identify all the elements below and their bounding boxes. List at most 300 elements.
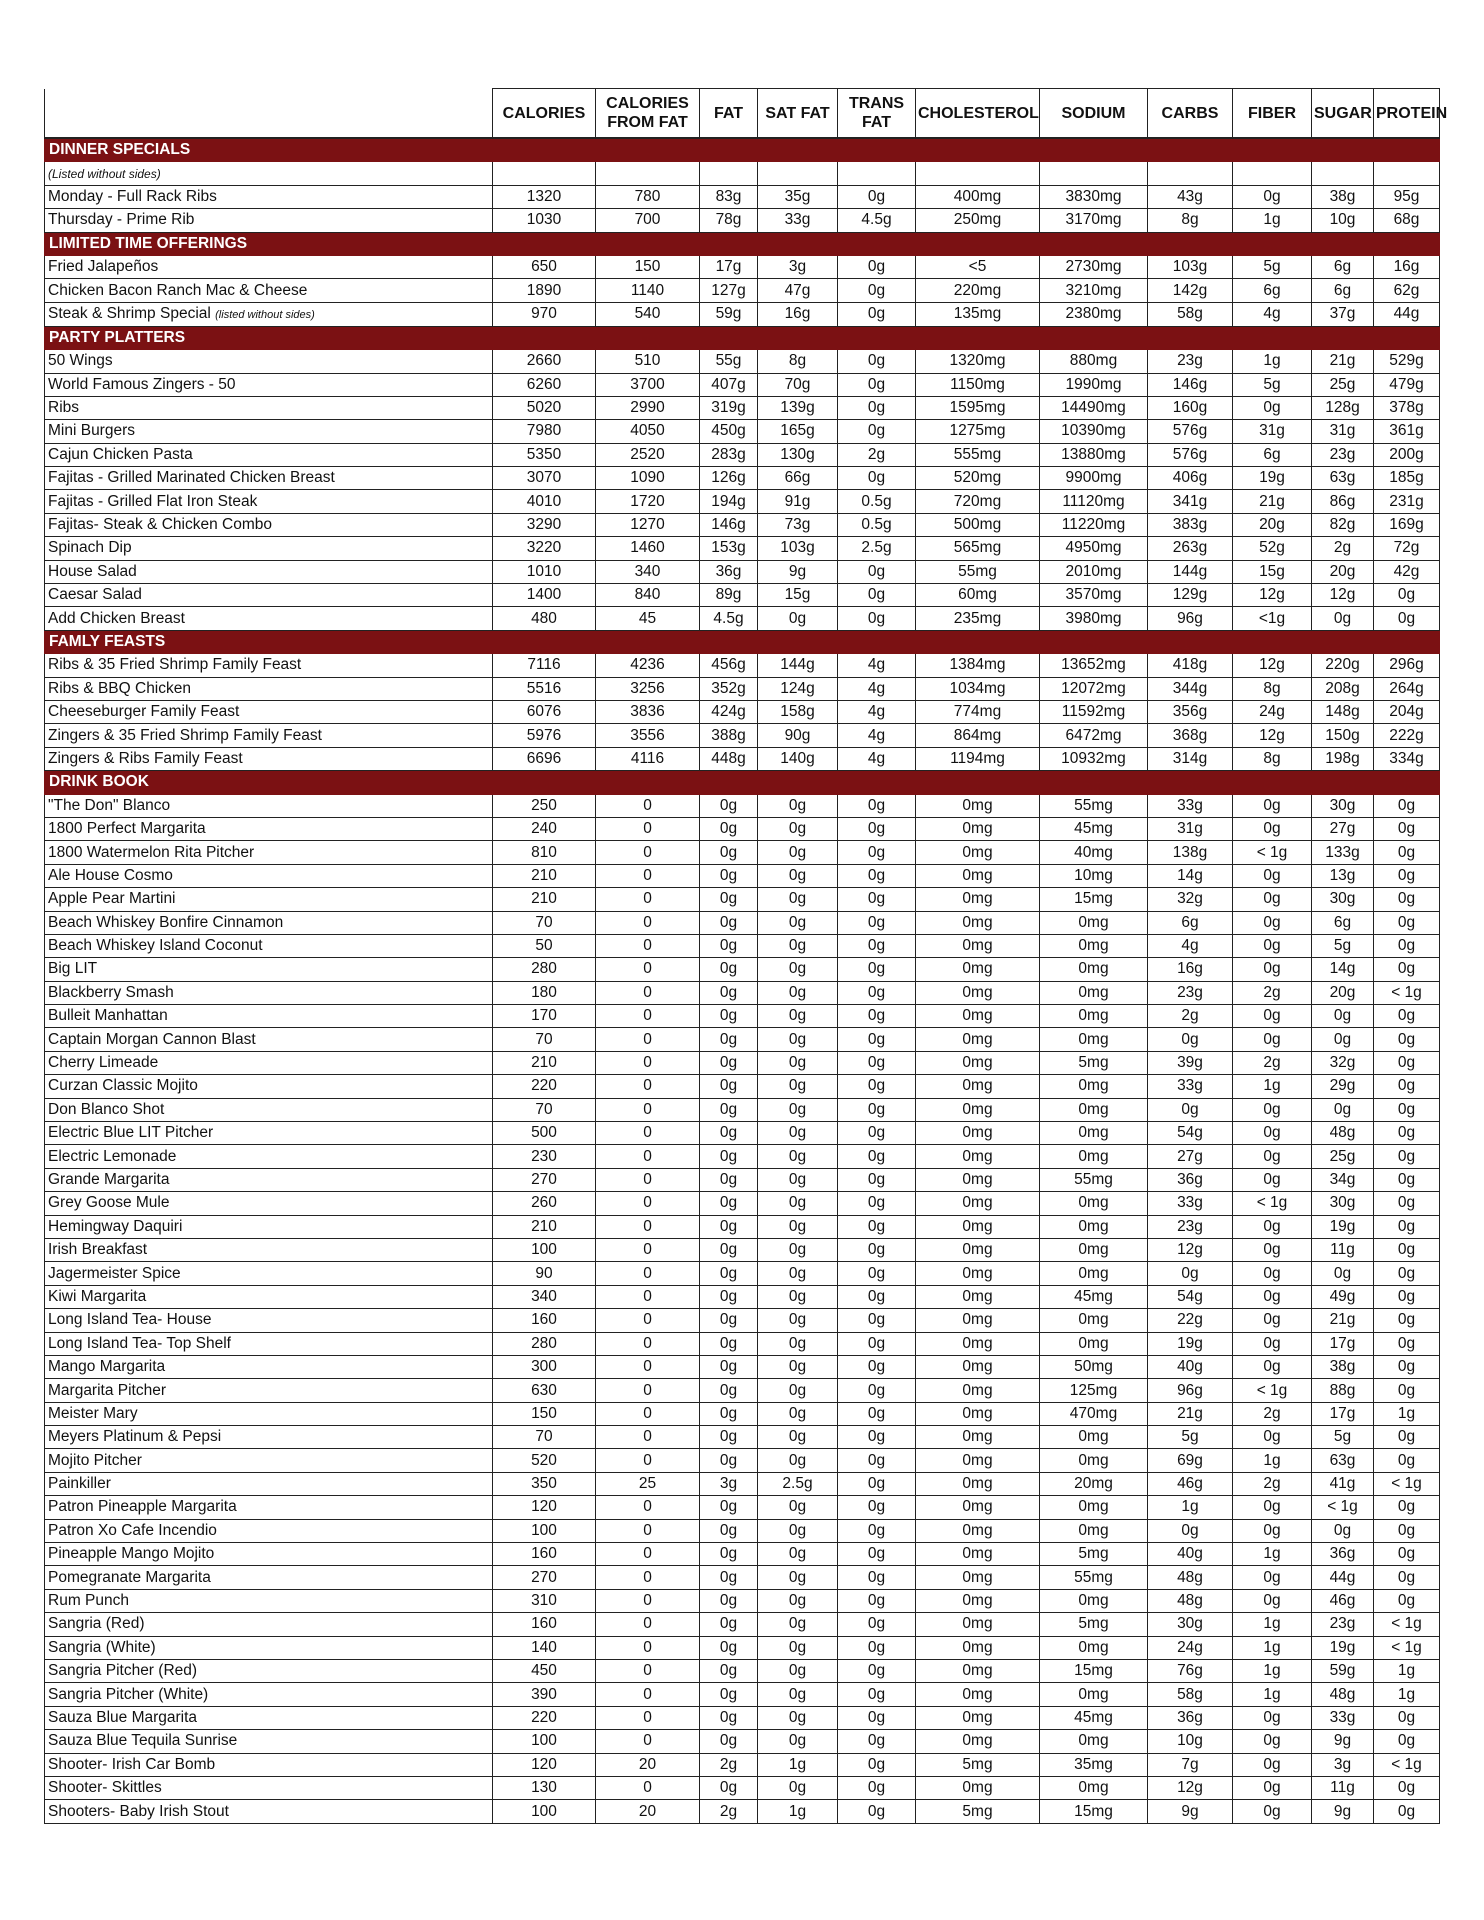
calories-from-fat-cell: 0 — [596, 1262, 700, 1285]
item-name: Sangria Pitcher (White) — [48, 1685, 209, 1703]
calories-cell: 160 — [493, 1613, 596, 1636]
item-name: Mojito Pitcher — [48, 1451, 142, 1469]
sugar-cell: 0g — [1312, 1519, 1374, 1542]
calories-cell: 6260 — [493, 373, 596, 396]
calories-cell: 3220 — [493, 537, 596, 560]
fiber-cell: 0g — [1233, 1753, 1312, 1776]
cholesterol-cell: 1275mg — [916, 420, 1040, 443]
sat-fat-cell: 158g — [758, 700, 838, 723]
carbs-cell: 36g — [1148, 1168, 1233, 1191]
carbs-cell: 48g — [1148, 1566, 1233, 1589]
sat-fat-cell: 0g — [758, 1238, 838, 1261]
fiber-cell: 5g — [1233, 373, 1312, 396]
carbs-cell: 40g — [1148, 1543, 1233, 1566]
fiber-cell: 12g — [1233, 584, 1312, 607]
cholesterol-cell: 1384mg — [916, 654, 1040, 677]
fiber-cell: 0g — [1233, 794, 1312, 817]
calories-from-fat-cell: 0 — [596, 1379, 700, 1402]
sat-fat-cell: 0g — [758, 1215, 838, 1238]
empty-cell — [838, 162, 916, 185]
table-row — [45, 1613, 1440, 1636]
fat-cell: 4.5g — [700, 607, 758, 630]
calories-cell: 230 — [493, 1145, 596, 1168]
item-name-cell — [45, 1800, 493, 1823]
calories-from-fat-cell: 0 — [596, 864, 700, 887]
calories-cell: 220 — [493, 1075, 596, 1098]
carbs-cell: 32g — [1148, 888, 1233, 911]
sat-fat-cell: 3g — [758, 255, 838, 278]
item-name: Beach Whiskey Island Coconut — [48, 937, 263, 955]
item-name: Fried Jalapeños — [48, 258, 159, 276]
fiber-cell: 1g — [1233, 1636, 1312, 1659]
protein-cell: 0g — [1374, 1449, 1440, 1472]
item-name-cell — [45, 700, 493, 723]
trans-fat-cell: 0g — [838, 1379, 916, 1402]
protein-cell: 0g — [1374, 1332, 1440, 1355]
sat-fat-cell: 0g — [758, 1683, 838, 1706]
sugar-cell: 63g — [1312, 467, 1374, 490]
calories-cell: 70 — [493, 1098, 596, 1121]
sodium-cell: 0mg — [1040, 1332, 1148, 1355]
trans-fat-cell: 0g — [838, 607, 916, 630]
cholesterol-cell: 0mg — [916, 1028, 1040, 1051]
table-row — [45, 1706, 1440, 1729]
cholesterol-cell: 1194mg — [916, 747, 1040, 770]
sugar-cell: 11g — [1312, 1238, 1374, 1261]
fat-cell: 283g — [700, 443, 758, 466]
section-note: (Listed without sides) — [45, 162, 493, 185]
item-name-cell — [45, 1005, 493, 1028]
carbs-cell: 383g — [1148, 513, 1233, 536]
sugar-cell: 11g — [1312, 1776, 1374, 1799]
sat-fat-cell: 1g — [758, 1753, 838, 1776]
cholesterol-cell: <5 — [916, 255, 1040, 278]
calories-cell: 280 — [493, 958, 596, 981]
cholesterol-cell: 0mg — [916, 1660, 1040, 1683]
empty-cell — [700, 162, 758, 185]
calories-from-fat-cell: 150 — [596, 255, 700, 278]
fat-cell: 146g — [700, 513, 758, 536]
cholesterol-cell: 0mg — [916, 1472, 1040, 1495]
item-name: Chicken Bacon Ranch Mac & Cheese — [48, 281, 308, 299]
trans-fat-cell: 0g — [838, 1262, 916, 1285]
carbs-cell: 19g — [1148, 1332, 1233, 1355]
calories-cell: 5516 — [493, 677, 596, 700]
sat-fat-cell: 0g — [758, 1449, 838, 1472]
cholesterol-cell: 0mg — [916, 817, 1040, 840]
sat-fat-cell: 8g — [758, 350, 838, 373]
fiber-cell: 1g — [1233, 1683, 1312, 1706]
item-name-cell — [45, 443, 493, 466]
carbs-cell: 14g — [1148, 864, 1233, 887]
item-name-cell — [45, 934, 493, 957]
item-name: Shooter- Skittles — [48, 1779, 162, 1797]
cholesterol-cell: 500mg — [916, 513, 1040, 536]
item-name-cell — [45, 1566, 493, 1589]
carbs-cell: 8g — [1148, 209, 1233, 232]
header-row — [45, 89, 1440, 139]
trans-fat-cell: 0g — [838, 1028, 916, 1051]
carbs-cell: 96g — [1148, 1379, 1233, 1402]
trans-fat-cell: 0g — [838, 1309, 916, 1332]
carbs-cell: 39g — [1148, 1051, 1233, 1074]
sodium-cell: 5mg — [1040, 1543, 1148, 1566]
fiber-cell: < 1g — [1233, 1379, 1312, 1402]
trans-fat-cell: 0g — [838, 467, 916, 490]
table-row — [45, 1168, 1440, 1191]
sodium-cell: 10932mg — [1040, 747, 1148, 770]
trans-fat-cell: 0g — [838, 1613, 916, 1636]
sat-fat-cell: 0g — [758, 1051, 838, 1074]
item-name-cell — [45, 1168, 493, 1191]
fat-cell: 0g — [700, 794, 758, 817]
cholesterol-cell: 0mg — [916, 1238, 1040, 1261]
sugar-cell: 37g — [1312, 302, 1374, 326]
sodium-cell: 45mg — [1040, 817, 1148, 840]
sugar-cell: 46g — [1312, 1589, 1374, 1612]
fat-cell: 0g — [700, 1355, 758, 1378]
calories-from-fat-cell: 0 — [596, 1098, 700, 1121]
item-name: Big LIT — [48, 960, 98, 978]
protein-cell: 0g — [1374, 1355, 1440, 1378]
fat-cell: 352g — [700, 677, 758, 700]
carbs-cell: 31g — [1148, 817, 1233, 840]
item-name: Sauza Blue Margarita — [48, 1708, 198, 1726]
fat-cell: 78g — [700, 209, 758, 232]
item-name: Meyers Platinum & Pepsi — [48, 1428, 222, 1446]
trans-fat-cell: 0g — [838, 560, 916, 583]
fat-cell: 89g — [700, 584, 758, 607]
item-name: Add Chicken Breast — [48, 609, 185, 627]
cholesterol-cell: 0mg — [916, 1426, 1040, 1449]
protein-cell: 16g — [1374, 255, 1440, 278]
cholesterol-cell: 0mg — [916, 1309, 1040, 1332]
item-name-cell — [45, 1051, 493, 1074]
table-row — [45, 700, 1440, 723]
trans-fat-cell: 0g — [838, 185, 916, 208]
sat-fat-cell: 1g — [758, 1800, 838, 1823]
table-row — [45, 1075, 1440, 1098]
sugar-cell: 12g — [1312, 584, 1374, 607]
trans-fat-cell: 0g — [838, 255, 916, 278]
calories-from-fat-cell: 0 — [596, 1285, 700, 1308]
cholesterol-cell: 0mg — [916, 794, 1040, 817]
trans-fat-cell: 4g — [838, 700, 916, 723]
trans-fat-cell: 0g — [838, 1005, 916, 1028]
sugar-cell: 5g — [1312, 934, 1374, 957]
item-name: Electric Blue LIT Pitcher — [48, 1124, 214, 1142]
carbs-cell: 0g — [1148, 1098, 1233, 1121]
table-row — [45, 1192, 1440, 1215]
fat-cell: 448g — [700, 747, 758, 770]
protein-cell: 204g — [1374, 700, 1440, 723]
fiber-cell: < 1g — [1233, 1192, 1312, 1215]
sugar-cell: 220g — [1312, 654, 1374, 677]
carbs-cell: 0g — [1148, 1028, 1233, 1051]
calories-from-fat-cell: 0 — [596, 1589, 700, 1612]
fiber-cell: 0g — [1233, 1496, 1312, 1519]
calories-from-fat-cell: 3836 — [596, 700, 700, 723]
calories-cell: 50 — [493, 934, 596, 957]
calories-cell: 520 — [493, 1449, 596, 1472]
sugar-cell: 32g — [1312, 1051, 1374, 1074]
carbs-cell: 160g — [1148, 396, 1233, 419]
sat-fat-cell: 0g — [758, 794, 838, 817]
carbs-cell: 58g — [1148, 302, 1233, 326]
carbs-cell: 96g — [1148, 607, 1233, 630]
protein-cell: < 1g — [1374, 1472, 1440, 1495]
sat-fat-cell: 0g — [758, 1496, 838, 1519]
table-row — [45, 677, 1440, 700]
calories-from-fat-cell: 340 — [596, 560, 700, 583]
sat-fat-cell: 0g — [758, 1660, 838, 1683]
calories-from-fat-cell: 0 — [596, 1449, 700, 1472]
nutrition-table — [44, 88, 1448, 1824]
calories-from-fat-cell: 3256 — [596, 677, 700, 700]
protein-cell: 479g — [1374, 373, 1440, 396]
sugar-cell: 31g — [1312, 420, 1374, 443]
table-row — [45, 1683, 1440, 1706]
empty-cell — [1040, 162, 1148, 185]
calories-cell: 5020 — [493, 396, 596, 419]
empty-cell — [493, 162, 596, 185]
table-row — [45, 1449, 1440, 1472]
protein-cell: 0g — [1374, 584, 1440, 607]
item-name-cell — [45, 1472, 493, 1495]
item-name: Captain Morgan Cannon Blast — [48, 1030, 256, 1048]
sugar-cell: 86g — [1312, 490, 1374, 513]
cholesterol-cell: 5mg — [916, 1800, 1040, 1823]
calories-from-fat-cell: 3556 — [596, 724, 700, 747]
sat-fat-cell: 35g — [758, 185, 838, 208]
sat-fat-cell: 0g — [758, 911, 838, 934]
sugar-cell: 48g — [1312, 1683, 1374, 1706]
sugar-cell: 63g — [1312, 1449, 1374, 1472]
header-sodium: SODIUM — [1040, 89, 1148, 139]
sodium-cell: 0mg — [1040, 981, 1148, 1004]
fiber-cell: 0g — [1233, 1309, 1312, 1332]
fiber-cell: 0g — [1233, 396, 1312, 419]
item-name: Beach Whiskey Bonfire Cinnamon — [48, 913, 284, 931]
item-name-cell — [45, 560, 493, 583]
trans-fat-cell: 0g — [838, 302, 916, 326]
calories-from-fat-cell: 0 — [596, 981, 700, 1004]
item-name: Ribs & BBQ Chicken — [48, 679, 191, 697]
trans-fat-cell: 0g — [838, 1426, 916, 1449]
sugar-cell: 208g — [1312, 677, 1374, 700]
calories-from-fat-cell: 0 — [596, 1730, 700, 1753]
protein-cell: 0g — [1374, 1215, 1440, 1238]
sat-fat-cell: 0g — [758, 888, 838, 911]
table-row — [45, 1145, 1440, 1168]
table-row — [45, 1753, 1440, 1776]
table-row — [45, 185, 1440, 208]
carbs-cell: 54g — [1148, 1285, 1233, 1308]
item-name: Sangria (Red) — [48, 1615, 145, 1633]
item-name: Margarita Pitcher — [48, 1381, 167, 1399]
sodium-cell: 0mg — [1040, 1519, 1148, 1542]
trans-fat-cell: 0g — [838, 279, 916, 302]
fiber-cell: 2g — [1233, 1472, 1312, 1495]
item-name: Thursday - Prime Rib — [48, 211, 195, 229]
fiber-cell: 12g — [1233, 724, 1312, 747]
fat-cell: 2g — [700, 1800, 758, 1823]
protein-cell: 0g — [1374, 1589, 1440, 1612]
sodium-cell: 0mg — [1040, 1192, 1148, 1215]
sugar-cell: 23g — [1312, 443, 1374, 466]
section-title: DINNER SPECIALS — [45, 138, 1440, 162]
trans-fat-cell: 0g — [838, 934, 916, 957]
sugar-cell: 25g — [1312, 373, 1374, 396]
calories-cell: 150 — [493, 1402, 596, 1425]
trans-fat-cell: 0g — [838, 888, 916, 911]
item-name-cell — [45, 1449, 493, 1472]
sat-fat-cell: 0g — [758, 981, 838, 1004]
sodium-cell: 880mg — [1040, 350, 1148, 373]
sodium-cell: 125mg — [1040, 1379, 1148, 1402]
cholesterol-cell: 0mg — [916, 1449, 1040, 1472]
calories-from-fat-cell: 4050 — [596, 420, 700, 443]
calories-from-fat-cell: 0 — [596, 1355, 700, 1378]
sat-fat-cell: 0g — [758, 1519, 838, 1542]
calories-from-fat-cell: 0 — [596, 1706, 700, 1729]
trans-fat-cell: 4g — [838, 677, 916, 700]
fat-cell: 0g — [700, 1496, 758, 1519]
table-row — [45, 1566, 1440, 1589]
table-row — [45, 584, 1440, 607]
protein-cell: 0g — [1374, 1005, 1440, 1028]
table-body — [45, 138, 1440, 1823]
item-name: Patron Pineapple Margarita — [48, 1498, 237, 1516]
sodium-cell: 0mg — [1040, 911, 1148, 934]
fiber-cell: 0g — [1233, 1355, 1312, 1378]
fiber-cell: 0g — [1233, 1098, 1312, 1121]
fiber-cell: 5g — [1233, 255, 1312, 278]
item-name: Fajitas - Grilled Flat Iron Steak — [48, 492, 258, 510]
calories-from-fat-cell: 0 — [596, 1636, 700, 1659]
protein-cell: 0g — [1374, 1706, 1440, 1729]
item-name-cell — [45, 1122, 493, 1145]
fiber-cell: 21g — [1233, 490, 1312, 513]
sodium-cell: 10mg — [1040, 864, 1148, 887]
calories-cell: 100 — [493, 1800, 596, 1823]
calories-cell: 130 — [493, 1776, 596, 1799]
cholesterol-cell: 0mg — [916, 911, 1040, 934]
cholesterol-cell: 0mg — [916, 1332, 1040, 1355]
sodium-cell: 0mg — [1040, 1309, 1148, 1332]
item-name-cell — [45, 911, 493, 934]
calories-from-fat-cell: 0 — [596, 1683, 700, 1706]
sugar-cell: 41g — [1312, 1472, 1374, 1495]
sat-fat-cell: 0g — [758, 1075, 838, 1098]
protein-cell: 0g — [1374, 1285, 1440, 1308]
sat-fat-cell: 144g — [758, 654, 838, 677]
cholesterol-cell: 720mg — [916, 490, 1040, 513]
table-row — [45, 1402, 1440, 1425]
sodium-cell: 0mg — [1040, 1730, 1148, 1753]
table-row — [45, 1776, 1440, 1799]
item-name-cell — [45, 490, 493, 513]
table-row — [45, 607, 1440, 630]
cholesterol-cell: 555mg — [916, 443, 1040, 466]
sodium-cell: 9900mg — [1040, 467, 1148, 490]
trans-fat-cell: 0.5g — [838, 513, 916, 536]
calories-cell: 480 — [493, 607, 596, 630]
fat-cell: 0g — [700, 1075, 758, 1098]
calories-cell: 6076 — [493, 700, 596, 723]
trans-fat-cell: 0g — [838, 1145, 916, 1168]
header-protein: PROTEIN — [1374, 89, 1440, 139]
calories-cell: 280 — [493, 1332, 596, 1355]
calories-cell: 210 — [493, 864, 596, 887]
item-name: Grande Margarita — [48, 1170, 170, 1188]
calories-from-fat-cell: 0 — [596, 1051, 700, 1074]
sodium-cell: 0mg — [1040, 1145, 1148, 1168]
trans-fat-cell: 0g — [838, 350, 916, 373]
header-calories: CALORIES — [493, 89, 596, 139]
table-row — [45, 1262, 1440, 1285]
trans-fat-cell: 0g — [838, 911, 916, 934]
sugar-cell: 59g — [1312, 1660, 1374, 1683]
carbs-cell: 54g — [1148, 1122, 1233, 1145]
trans-fat-cell: 0g — [838, 1519, 916, 1542]
sat-fat-cell: 0g — [758, 1543, 838, 1566]
protein-cell: 0g — [1374, 934, 1440, 957]
item-name-cell — [45, 1355, 493, 1378]
header-sat-fat: SAT FAT — [758, 89, 838, 139]
calories-cell: 2660 — [493, 350, 596, 373]
fiber-cell: 0g — [1233, 1800, 1312, 1823]
calories-from-fat-cell: 2990 — [596, 396, 700, 419]
item-name: 1800 Watermelon Rita Pitcher — [48, 843, 255, 861]
sat-fat-cell: 0g — [758, 1028, 838, 1051]
fiber-cell: 0g — [1233, 911, 1312, 934]
fat-cell: 0g — [700, 1402, 758, 1425]
sugar-cell: 150g — [1312, 724, 1374, 747]
calories-cell: 1890 — [493, 279, 596, 302]
calories-from-fat-cell: 0 — [596, 1776, 700, 1799]
item-name: Rum Punch — [48, 1592, 129, 1610]
cholesterol-cell: 520mg — [916, 467, 1040, 490]
sodium-cell: 55mg — [1040, 1566, 1148, 1589]
item-name: World Famous Zingers - 50 — [48, 375, 236, 393]
carbs-cell: 12g — [1148, 1238, 1233, 1261]
sodium-cell: 0mg — [1040, 1776, 1148, 1799]
calories-cell: 4010 — [493, 490, 596, 513]
empty-cell — [1374, 162, 1440, 185]
sat-fat-cell: 0g — [758, 1285, 838, 1308]
carbs-cell: 7g — [1148, 1753, 1233, 1776]
fat-cell: 0g — [700, 1683, 758, 1706]
fiber-cell: 20g — [1233, 513, 1312, 536]
sugar-cell: 6g — [1312, 279, 1374, 302]
fiber-cell: 8g — [1233, 677, 1312, 700]
trans-fat-cell: 0g — [838, 1402, 916, 1425]
item-name: Zingers & Ribs Family Feast — [48, 749, 243, 767]
protein-cell: 0g — [1374, 1075, 1440, 1098]
trans-fat-cell: 0g — [838, 1543, 916, 1566]
calories-cell: 170 — [493, 1005, 596, 1028]
sugar-cell: 0g — [1312, 1005, 1374, 1028]
cholesterol-cell: 0mg — [916, 1355, 1040, 1378]
table-row — [45, 817, 1440, 840]
item-name: Cajun Chicken Pasta — [48, 445, 193, 463]
item-name: Sangria (White) — [48, 1638, 156, 1656]
empty-cell — [758, 162, 838, 185]
sat-fat-cell: 15g — [758, 584, 838, 607]
item-name: Spinach Dip — [48, 539, 132, 557]
sat-fat-cell: 0g — [758, 1355, 838, 1378]
